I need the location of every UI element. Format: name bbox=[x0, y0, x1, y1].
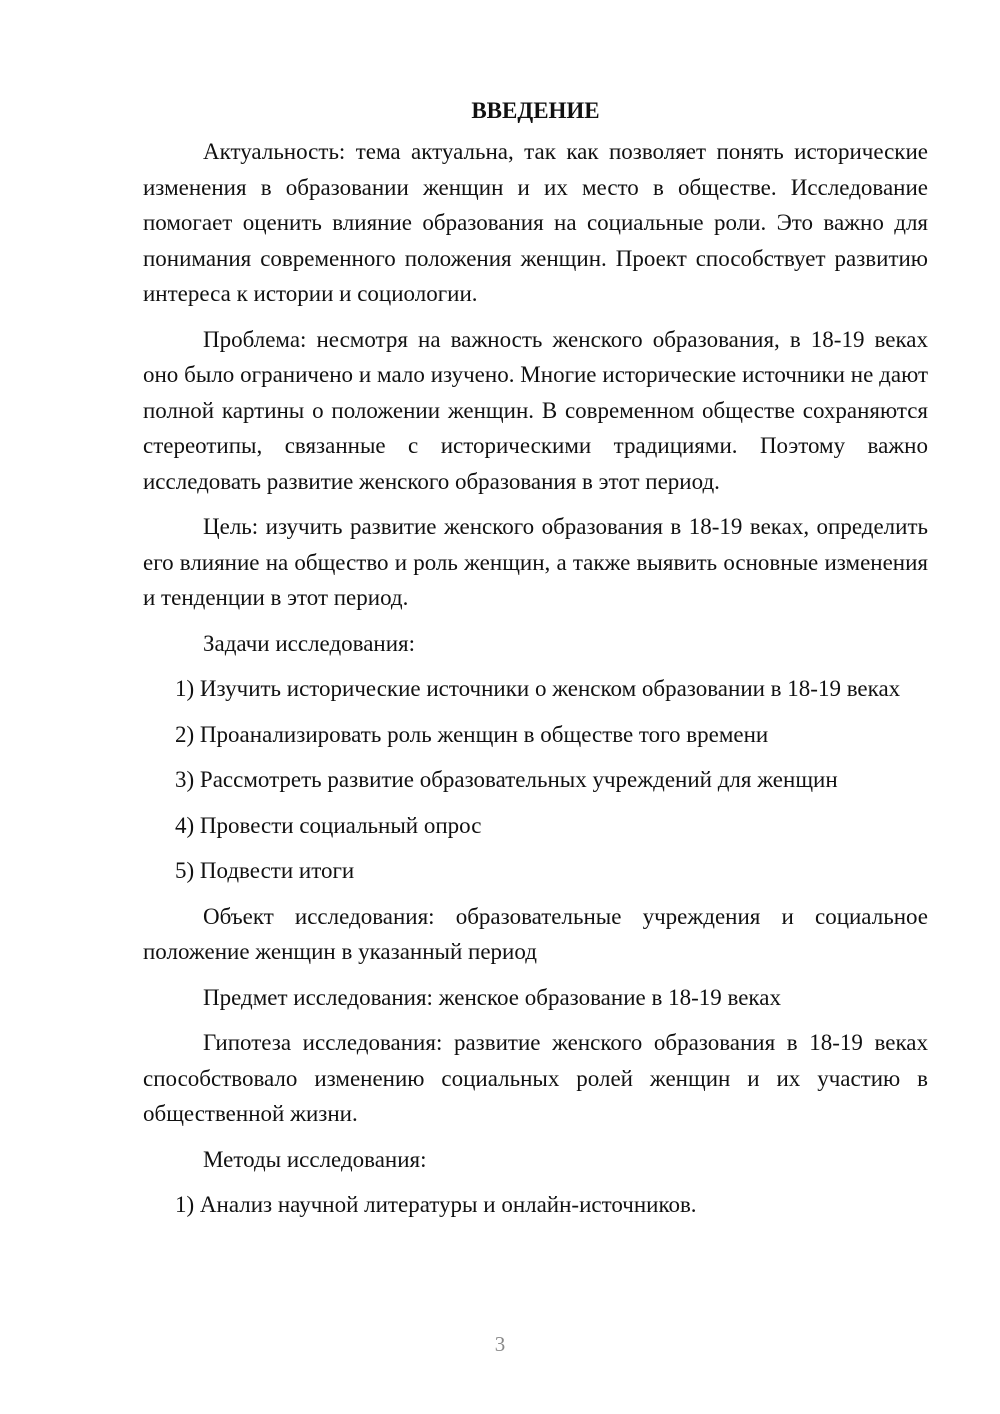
goal-paragraph: Цель: изучить развитие женского образования в 18-19 веках, определить его влияние на общество и роль женщин, а также выявить основные изменения и тенденции в этот период. bbox=[143, 514, 928, 610]
section-title: ВВЕДЕНИЕ bbox=[471, 98, 600, 123]
object-paragraph: Объект исследования: образовательные учреждения и социальное положение женщин в указанный период bbox=[143, 903, 928, 964]
method-item-1: 1) Анализ научной литературы и онлайн-источников. bbox=[175, 1192, 697, 1217]
subject-paragraph: Предмет исследования: женское образование в 18-19 веках bbox=[203, 984, 781, 1010]
task-item-4: 4) Провести социальный опрос bbox=[175, 812, 482, 838]
task-item-2: 2) Проанализировать роль женщин в обществе того времени bbox=[175, 721, 769, 747]
task-item-5: 5) Подвести итоги bbox=[175, 858, 355, 883]
task-item-1: 1) Изучить исторические источники о женском образовании в 18-19 веках bbox=[175, 676, 901, 701]
relevance-paragraph: Актуальность: тема актуальна, так как позволяет понять исторические изменения в образовании женщин и их место в обществе. Исследование помогает оценить влияние образования на социальные роли. Это важно для понимания современного положения женщин. Проект способствует развитию интереса к истории и социологии. bbox=[143, 139, 928, 306]
task-item-3: 3) Рассмотреть развитие образовательных учреждений для женщин bbox=[175, 767, 838, 792]
tasks-heading: Задачи исследования: bbox=[203, 630, 416, 656]
methods-heading: Методы исследования: bbox=[203, 1146, 427, 1172]
problem-paragraph: Проблема: несмотря на важность женского образования, в 18-19 веках оно было ограничено и мало изучено. Многие исторические источники не дают полной картины о положении женщин. В современном обществе сохраняются стереотипы, связанные с историческими традициями. Поэтому важно исследовать развитие женского образования в этот период. bbox=[143, 326, 928, 494]
hypothesis-paragraph: Гипотеза исследования: развитие женского образования в 18-19 веках способствовало изменению социальных ролей женщин и их участию в общественной жизни. bbox=[143, 1030, 928, 1126]
document-body bbox=[143, 96, 928, 1233]
page-number: 3 bbox=[494, 1332, 506, 1356]
